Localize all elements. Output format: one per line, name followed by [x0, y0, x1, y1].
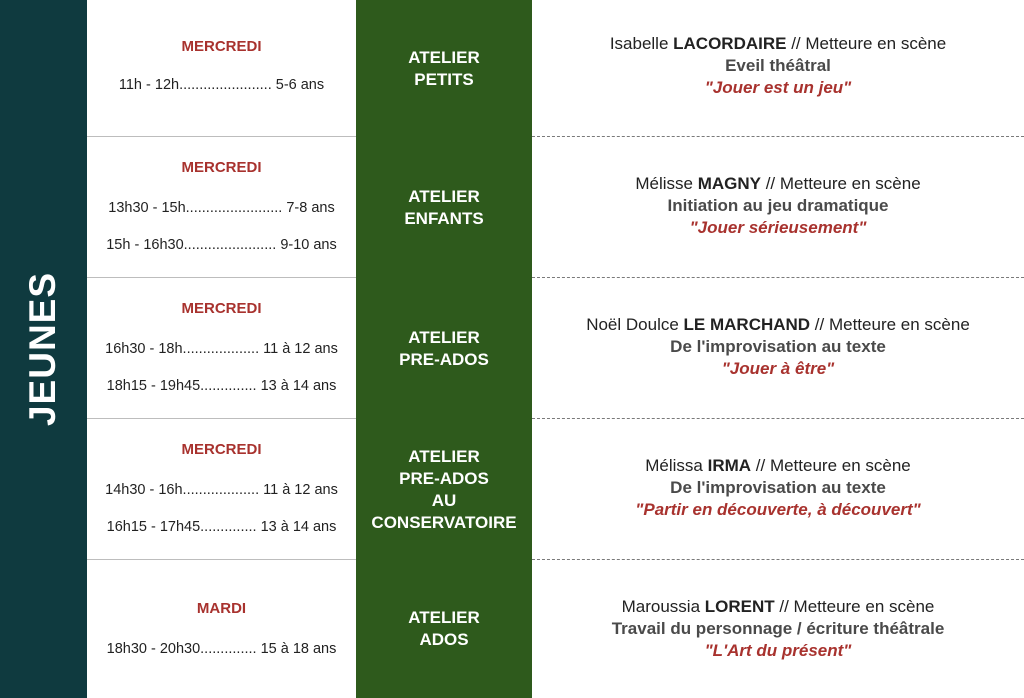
atelier-line: ATELIER — [408, 446, 480, 466]
teacher-line — [532, 33, 1024, 55]
course-title: Initiation au jeu dramatique — [667, 196, 889, 215]
atelier-line: ADOS — [419, 630, 469, 649]
course-title: De l'improvisation au texte — [670, 478, 886, 497]
teacher-last-name: LACORDAIRE — [673, 34, 787, 53]
time-slot: 14h30 - 16h................... 11 à 12 ans — [105, 482, 338, 498]
time-slot: 16h15 - 17h45.............. 13 à 14 ans — [106, 519, 337, 535]
atelier-name — [356, 0, 532, 137]
teacher-info — [532, 455, 1024, 521]
teacher-first-name: Noël Doulce — [586, 315, 684, 334]
atelier-line: ATELIER — [408, 608, 480, 627]
time-slot: 15h - 16h30....................... 9-10 ans — [106, 237, 337, 253]
atelier-name — [356, 278, 532, 419]
atelier-line: ENFANTS — [404, 208, 484, 228]
teacher-line — [532, 455, 1024, 477]
teacher-info — [532, 173, 1024, 239]
teacher-role: // Metteure en scène — [786, 34, 947, 53]
teacher-first-name: Isabelle — [609, 34, 674, 53]
atelier-line: PRE-ADOS — [399, 349, 489, 369]
side-band — [0, 0, 87, 698]
teacher-line — [532, 314, 1024, 336]
day-label: MERCREDI — [181, 300, 262, 317]
course-title: Eveil théâtral — [725, 56, 831, 75]
course-quote: "Jouer est un jeu" — [704, 78, 852, 97]
teacher-last-name: LORENT — [704, 597, 775, 616]
atelier-name — [356, 419, 532, 560]
atelier-line: PRE-ADOS — [399, 468, 489, 488]
atelier-line: ATELIER — [408, 327, 480, 347]
teacher-first-name: Maroussia — [621, 597, 705, 616]
schedule-cell — [87, 560, 356, 698]
course-quote: "L'Art du présent" — [704, 641, 852, 660]
teacher-last-name: MAGNY — [697, 174, 761, 193]
day-label: MERCREDI — [181, 159, 262, 176]
time-slot: 16h30 - 18h................... 11 à 12 ans — [105, 341, 338, 357]
schedule-cell — [87, 278, 356, 419]
course-quote: "Partir en découverte, à découvert" — [635, 500, 921, 519]
time-slot: 13h30 - 15h........................ 7-8 ans — [108, 200, 335, 216]
schedule-row — [87, 0, 1024, 137]
teacher-first-name: Mélissa — [645, 456, 708, 475]
time-slot: 18h15 - 19h45.............. 13 à 14 ans — [106, 378, 337, 394]
teacher-role: // Metteure en scène — [810, 315, 970, 334]
course-quote: "Jouer sérieusement" — [689, 218, 867, 237]
atelier-line: ATELIER — [408, 186, 480, 206]
teacher-line — [532, 596, 1024, 618]
day-label: MERCREDI — [181, 38, 262, 55]
schedule-row — [87, 419, 1024, 560]
teacher-last-name: LE MARCHAND — [683, 315, 811, 334]
schedule-row — [87, 560, 1024, 698]
atelier-name — [356, 137, 532, 278]
teacher-first-name: Mélisse — [635, 174, 698, 193]
schedule-row — [87, 137, 1024, 278]
atelier-line: PETITS — [414, 69, 474, 89]
teacher-role: // Metteure en scène — [774, 597, 935, 616]
day-label: MERCREDI — [181, 441, 262, 458]
schedule-cell — [87, 0, 356, 137]
teacher-info — [532, 596, 1024, 662]
teacher-info — [532, 33, 1024, 99]
teacher-info — [532, 314, 1024, 380]
teacher-last-name: IRMA — [707, 456, 752, 475]
time-slot: 18h30 - 20h30.............. 15 à 18 ans — [106, 641, 337, 657]
teacher-line — [532, 173, 1024, 195]
course-title: De l'improvisation au texte — [670, 337, 886, 356]
teacher-role: // Metteure en scène — [760, 174, 921, 193]
side-label: JEUNES — [22, 271, 63, 427]
atelier-line: ATELIER — [408, 47, 480, 67]
atelier-line: CONSERVATOIRE — [371, 512, 517, 532]
day-label: MARDI — [196, 600, 247, 617]
atelier-name — [356, 560, 532, 698]
time-slot: 11h - 12h....................... 5-6 ans — [118, 77, 325, 93]
course-title: Travail du personnage / écriture théâtrale — [611, 619, 945, 638]
atelier-line: AU — [431, 490, 457, 510]
course-quote: "Jouer à être" — [721, 359, 835, 378]
teacher-role: // Metteure en scène — [751, 456, 911, 475]
schedule-cell — [87, 419, 356, 560]
schedule-row — [87, 278, 1024, 419]
schedule-cell — [87, 137, 356, 278]
